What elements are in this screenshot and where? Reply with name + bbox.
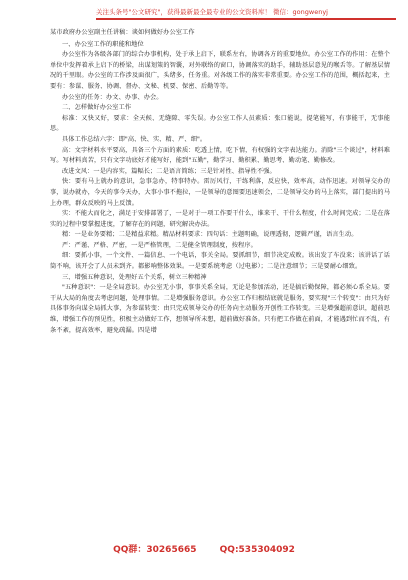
paragraph: 改进文风：一是内容实，篇幅长；二是语言简练；三是针对性、指导性不强。 <box>62 167 276 175</box>
paragraph: "五种意识"：一是全局意识。办公室无小事，事事关系全局，无论是参加活动，还是搞后勤保障，都必须心系全局。要干从大局的角度去考虑问题，处理事情。二是增强服务意识。办公室工作归根结底就是服务，要实现"三个转变"：由只为好具体事务向谋全局抓大事，为参谋转变：由只完成领导交办的任务向主动服务开创性工作转变。三是增强超前意识，超前思维，增强工作的预见性，积极主动做好工作，想领导所未想，超前做好准备。只有把工作做在前面，才能遇到忙而不乱，有条不紊，提高效率，避免疏漏。四是增 <box>50 284 390 334</box>
header-banner: 关注头条号"公文研究"，获得最新最全最专业的公文资料库！ 微信：gongwenyj <box>96 8 328 16</box>
section-heading: 一、办公室工作的职能和地位 <box>62 40 144 48</box>
paragraph: 办公室的任务：办文、办事、办会。 <box>62 93 163 101</box>
paragraph: 标准：又快又好，要求：全天候、无缝隙、零失误。办公室工作人员素质：张口能说，提笔能写，有事能干，无事能思。 <box>50 114 390 133</box>
paragraph: 高：文字材料水平要高，具备三个方面的素质：吃透上情，吃下情，有权强的文字表达能力。消除"三个谈过"，材料难写。写材料真苦，只有文字功底好才能写好，能到"五勤"，勤学习、勤积累、勤思考、勤动笔、勤修改。 <box>50 146 390 165</box>
footer-contact <box>0 542 408 555</box>
paragraph: 快：要有马上就办的意识，急事急办，特事特办。雷厉风行，干练利落，反应快，效率高，动作迅速。对领导交办的事，说办就办，今天的事今天办，大事小事不拖拉，一是领导的意图要迅速领会，二是领导交办的马上落实，部门提出的马上办理，群众反映的马上反馈。 <box>50 178 390 207</box>
paragraph: 细：要抓小事，一个文件、一篇信息、一个电话，事关全局。要抓细节，细节决定成败。该出发了车没来；该讲话了话筒不响，该开会了人员未到齐。都影响整体效果。一是要系统考虑（过电影）；二是注意细节；三是要耐心细致。 <box>50 252 390 271</box>
paragraph: 精：一是业务要精；二是精益求精。精品材料要求：四句话：主题明确，说理透彻，逻辑严谨，语言生动。 <box>62 231 358 239</box>
header-divider <box>96 18 396 20</box>
paragraph: 办公室作为各级各部门的综合办事机构，处于承上启下，联系左右，协调各方的重要地位。办公室工作的作用：在整个单位中发挥着承上启下的桥梁，出谋划策的智囊，对外联络的窗口，协调落实的助手，辅助基层意见的喉舌等。了解基层情况的千里眼。办公室的工作涉及面很广，头绪多，任务重。对各级工作的落实非常重要。办公室工作的范围，概括起来，主要有：参谋、服务、协调、督办、文秘、机要、保密、后勤等等。 <box>50 51 390 90</box>
document-body <box>50 28 390 336</box>
qq-text: QQ:535304092 <box>219 545 295 555</box>
document-title: 某市政府办公室副主任讲稿：谈如何做好办公室工作 <box>50 29 195 36</box>
paragraph: 严：严谨、严格、严密，一是严格管理，二是健全管理制度，按程序。 <box>62 241 257 249</box>
qq-group-text: QQ群：30265665 <box>113 545 197 555</box>
section-heading: 三、增强五种意识，处理好五个关系，树立三种精神 <box>62 273 207 281</box>
section-heading: 二、怎样做好办公室工作 <box>62 104 132 112</box>
paragraph: 实：不能大而化之，满足于安排部署了，一是对于一项工作要干什么，谁来干、干什么程度，什么时间完成；二是在落实的过程中要掌握进度，了解存在的问题，研究解决办法。 <box>50 210 390 228</box>
paragraph: 具体工作总结六字：即"高、快、实、精、严、细"。 <box>62 135 207 143</box>
